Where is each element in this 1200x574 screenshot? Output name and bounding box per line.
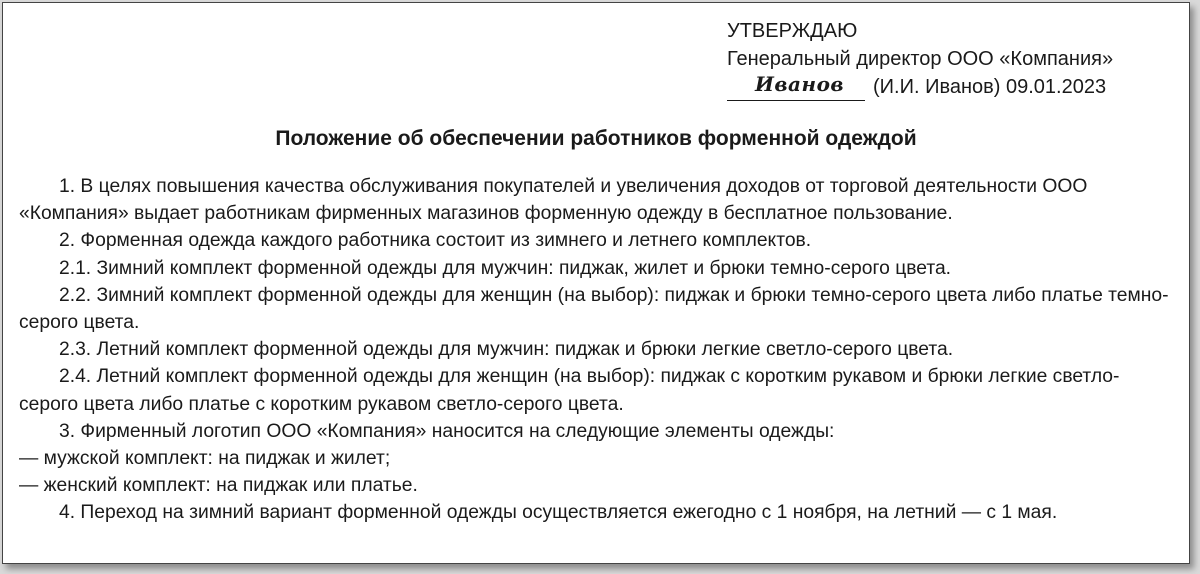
- paragraph-2-4: 2.4. Летний комплект форменной одежды для женщин (на выбор): пиджак с коротким рукавом и брюки легкие светло-серого цвета либо платье с коротким рукавом светло-серого цвета.: [19, 366, 1120, 415]
- document-body: [19, 173, 1171, 527]
- paragraph-2-3: 2.3. Летний комплект форменной одежды для мужчин: пиджак и брюки легкие светло-серого цвета.: [59, 339, 954, 361]
- signature-row: [727, 73, 1113, 101]
- paragraph-2: 2. Форменная одежда каждого работника состоит из зимнего и летнего комплектов.: [59, 230, 812, 252]
- signer-name-date: (И.И. Иванов) 09.01.2023: [873, 76, 1107, 98]
- paragraph-1: 1. В целях повышения качества обслуживания покупателей и увеличения доходов от торговой деятельности ООО «Компания» выдает работникам фирменных магазинов форменную одежду в бесплатное пользование.: [19, 176, 1088, 225]
- list-item-women: — женский комплект: на пиджак или платье.: [19, 475, 418, 497]
- paragraph-3: 3. Фирменный логотип ООО «Компания» наносится на следующие элементы одежды:: [59, 420, 835, 442]
- paragraph-2-2: 2.2. Зимний комплект форменной одежды для женщин (на выбор): пиджак и брюки темно-серого цвета либо платье темно-серого цвета.: [19, 284, 1169, 334]
- approval-heading: УТВЕРЖДАЮ: [727, 20, 858, 42]
- list-item-men: — мужской комплект: на пиджак и жилет;: [19, 448, 391, 470]
- signature-line: [727, 72, 865, 101]
- approval-block: [727, 17, 1113, 101]
- handwritten-signature: Иванов: [755, 72, 845, 96]
- approver-position: Генеральный директор ООО «Компания»: [727, 48, 1114, 70]
- paragraph-2-1: 2.1. Зимний комплект форменной одежды для мужчин: пиджак, жилет и брюки темно-серого цвета.: [59, 257, 952, 279]
- paragraph-4: 4. Переход на зимний вариант форменной одежды осуществляется ежегодно с 1 ноября, на летний — с 1 мая.: [59, 502, 1058, 524]
- document-title: Положение об обеспечении работников форменной одеждой: [275, 127, 917, 150]
- document-page: [2, 2, 1190, 564]
